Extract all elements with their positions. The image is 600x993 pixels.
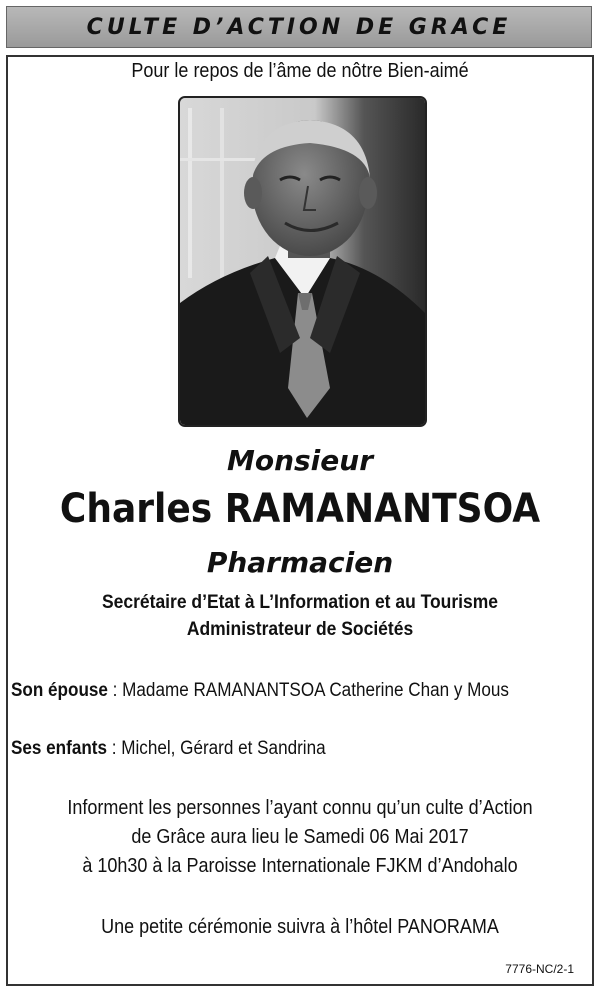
announcement-line: à 10h30 à la Paroisse Internationale FJKM d’Andohalo [82, 855, 518, 877]
ceremony-line: Une petite cérémonie suivra à l’hôtel PANORAMA [101, 916, 499, 938]
role-line: Administrateur de Sociétés [186, 619, 414, 640]
profession: Pharmacien [206, 546, 394, 579]
spouse-value: Madame RAMANANTSOA Catherine Chan y Mous [122, 680, 509, 701]
children-value: Michel, Gérard et Sandrina [121, 738, 326, 759]
reference-code: 7776-NC/2-1 [505, 962, 574, 976]
children-line [11, 738, 538, 760]
honorific: Monsieur [226, 444, 374, 477]
portrait-photo-icon [180, 98, 425, 425]
children-label: Ses enfants [11, 738, 107, 759]
portrait-photo [178, 96, 427, 427]
deceased-name: Charles RAMANANTSOA [59, 486, 541, 532]
spouse-label: Son épouse [11, 680, 108, 701]
role-line: Secrétaire d’Etat à L’Information et au Tourisme [101, 592, 499, 613]
spouse-line [11, 680, 538, 702]
announcement-line: de Grâce aura lieu le Samedi 06 Mai 2017 [131, 826, 469, 848]
announcement-line: Informent les personnes l’ayant connu qu’un culte d’Action [67, 797, 533, 819]
header-bar [6, 6, 592, 48]
intro-text: Pour le repos de l’âme de nôtre Bien-aimé [131, 60, 469, 82]
header-title: CULTE D’ACTION DE GRACE [86, 14, 512, 40]
spouse-separator: : [107, 680, 123, 701]
children-separator: : [106, 738, 122, 759]
